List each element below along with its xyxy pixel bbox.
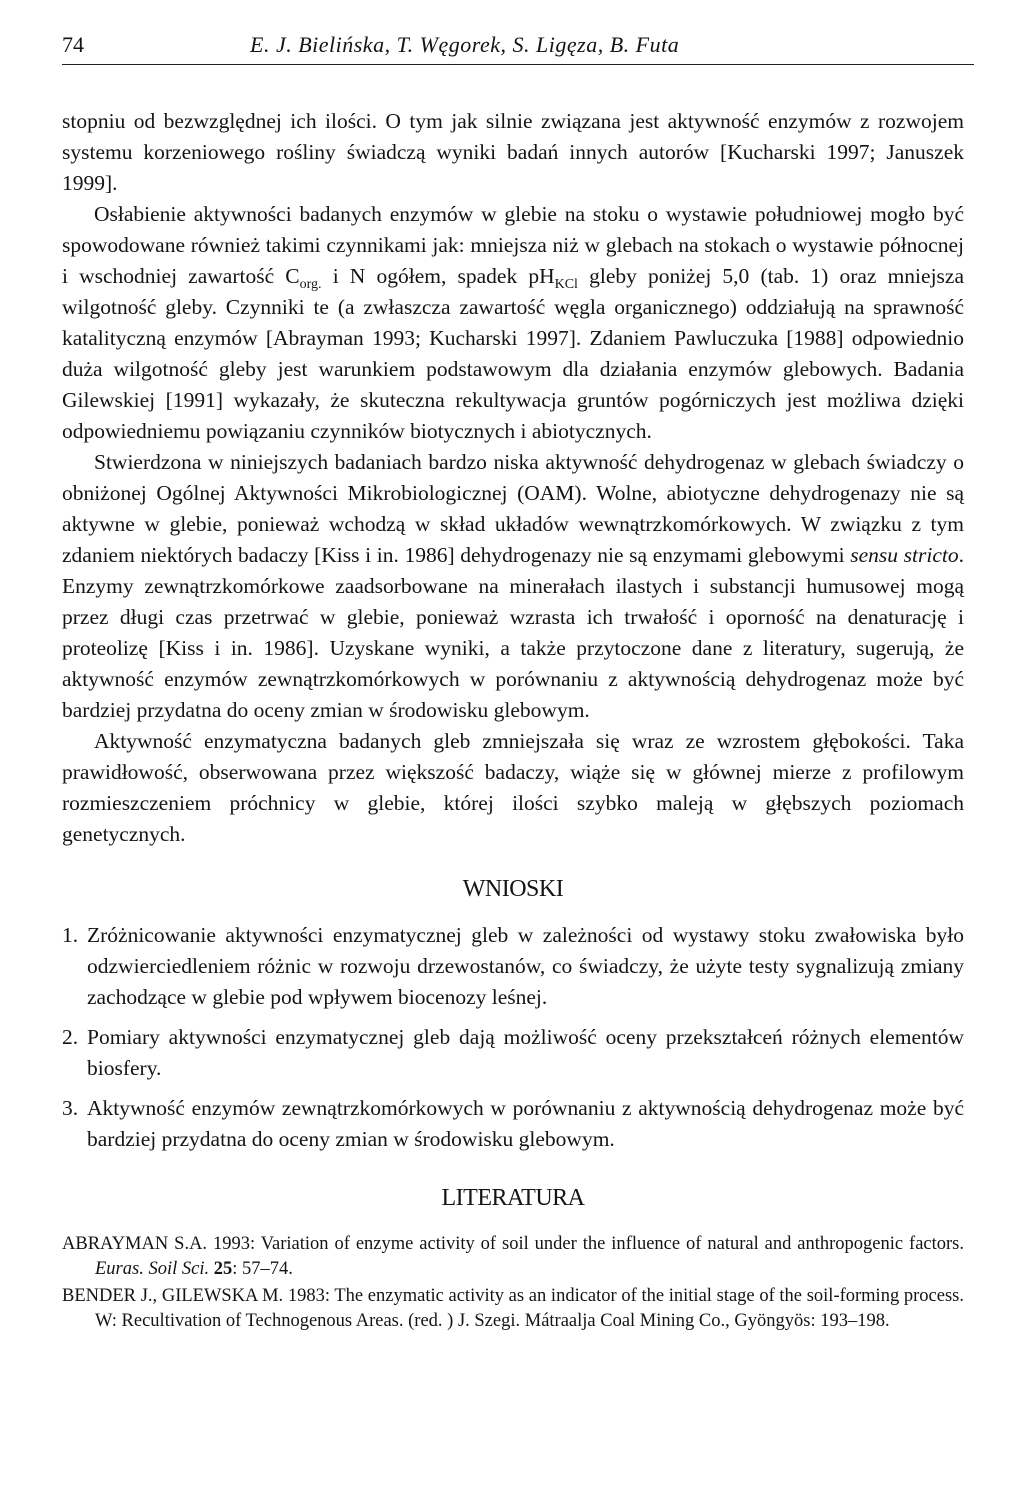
reference-list (62, 1232, 964, 1334)
list-item (62, 1093, 964, 1155)
conclusions-list (62, 920, 964, 1155)
ref-authors: ABRAYMAN S.A. 1993: (62, 1234, 261, 1254)
ref-authors: BENDER J., GILEWSKA M. 1983: (62, 1286, 335, 1306)
list-item (62, 1022, 964, 1084)
ref-text: The enzymatic activity as an indicator of the initial stage of the soil-forming process. W: Recultivation of Technogenous Areas. (red. ) J. Szegi. Mátraalja Coal Mining Co., Gyöngyös: 193–198. (95, 1286, 964, 1331)
body-text (62, 106, 964, 1336)
list-text: Zróżnicowanie aktywności enzymatycznej gleb w zależności od wystawy stoku zwałowiska było odzwierciedleniem różnic w rozwoju drzewostanów, co świadczy, że użyte testy sygnalizują zmiany zachodzące w glebie pod wpływem biocenozy leśnej. (87, 923, 964, 1009)
italic-term: sensu stricto (850, 543, 959, 567)
ref-text: Variation of enzyme activity of soil under the influence of natural and anthropogenic factors. (260, 1234, 965, 1254)
list-text: Pomiary aktywności enzymatycznej gleb dają możliwość oceny przekształceń różnych elementów biosfery. (87, 1025, 964, 1080)
paragraph: Aktywność enzymatyczna badanych gleb zmniejszała się wraz ze wzrostem głębokości. Taka prawidłowość, obserwowana przez większość badaczy, wiąże się w głównej mierze z profilowym rozmieszczeniem próchnicy w glebie, której ilości szybko maleją w głębszych poziomach genetycznych. (62, 729, 964, 846)
text-run: Stwierdzona w niniejszych badaniach bardzo niska aktywność dehydrogenaz w glebach świadczy o obniżonej Ogólnej Aktywności Mikrobiologicznej (OAM). Wolne, abiotyczne dehydrogenazy nie są aktywne w glebie, ponieważ wchodzą w skład układów wewnątrzkomórkowych. W związku z tym zdaniem niektórych badaczy [Kiss i in. 1986] dehydrogenazy nie są enzymami glebowymi (62, 450, 964, 567)
page-number: 74 (62, 32, 84, 57)
reference-entry (62, 1232, 964, 1282)
ref-journal: Euras. Soil Sci. (95, 1259, 210, 1279)
subscript-kcl: KCl (554, 277, 578, 292)
text-run: Osłabienie aktywności badanych enzymów w glebie na stoku o wystawie południowej mogło być spowodowane również takimi czynnikami jak: mniejsza niż w glebach na stokach o wystawie północnej i wschodniej zawartość C (62, 202, 964, 288)
subscript-org: org. (299, 277, 322, 292)
list-number: 1. (62, 923, 79, 947)
literature-heading: LITERATURA (441, 1185, 585, 1211)
conclusions-heading: WNIOSKI (462, 876, 564, 902)
ref-volume: 25 (209, 1259, 233, 1279)
list-item (62, 920, 964, 1013)
list-number: 2. (62, 1025, 79, 1049)
paragraph: stopniu od bezwzględnej ich ilości. O tym jak silnie związana jest aktywność enzymów z rozwojem systemu korzeniowego rośliny świadczą wyniki badań innych autorów [Kucharski 1997; Januszek 1999]. (62, 109, 964, 195)
text-run: gleby poniżej 5,0 (tab. 1) oraz mniejsza wilgotność gleby. Czynniki te (a zwłaszcza zawartość węgla organicznego) oddziałują na sprawność katalityczną enzymów [Abrayman 1993; Kucharski 1997]. Zdaniem Pawluczuka [1988] odpowiednio duża wilgotność gleby jest warunkiem podstawowym dla działania enzymów glebowych. Badania Gilewskiej [1991] wykazały, że skuteczna rekultywacja gruntów pogórniczych jest możliwa dzięki odpowiedniemu powiązaniu czynników biotycznych i abiotycznych. (62, 264, 965, 443)
text-run: i N ogółem, spadek pH (321, 264, 555, 288)
running-title: E. J. Bielińska, T. Węgorek, S. Ligęza, B. Futa (250, 32, 680, 57)
list-number: 3. (62, 1096, 79, 1120)
paragraph (62, 199, 964, 447)
list-text: Aktywność enzymów zewnątrzkomórkowych w porównaniu z aktywnością dehydrogenaz może być bardziej przydatna do oceny zmian w środowisku glebowym. (87, 1096, 964, 1151)
ref-pages: : 57–74. (232, 1259, 293, 1279)
text-run: . Enzymy zewnątrzkomórkowe zaadsorbowane na minerałach ilastych i substancji humusowej mogą przez długi czas przetrwać w glebie, ponieważ wzrasta ich trwałość i oporność na denaturację i proteolizę [Kiss i in. 1986]. Uzyskane wyniki, a także przytoczone dane z literatury, sugerują, że aktywność enzymów zewnątrzkomórkowych w porównaniu z aktywnością dehydrogenaz może być bardziej przydatna do oceny zmian w środowisku glebowym. (62, 543, 965, 722)
running-header (62, 30, 974, 65)
reference-entry (62, 1284, 964, 1334)
paragraph (62, 447, 964, 726)
